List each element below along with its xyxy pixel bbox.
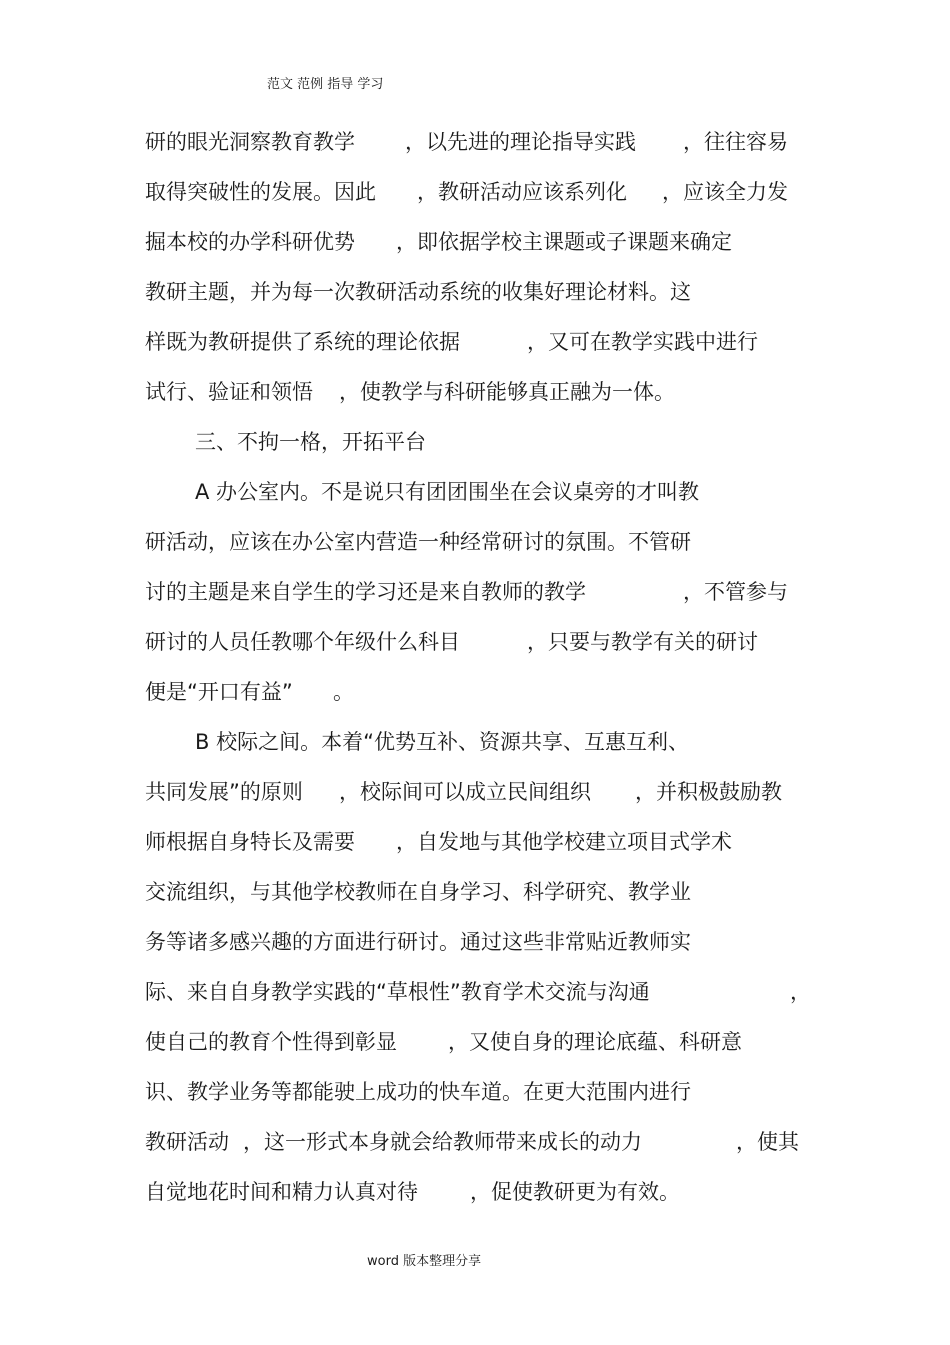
text-segment: 际、来自自身教学实践的“草根性”教育学术交流与沟通 (145, 980, 650, 1004)
text-segment: ，只要与教学有关的研讨 (527, 630, 758, 654)
text-segment: ，使教学与科研能够真正融为一体。 (339, 380, 675, 404)
text-segment: 教研主题，并为每一次教研活动系统的收集好理论材料。这 (145, 280, 691, 304)
text-segment: ，使其 (736, 1130, 799, 1154)
text-segment: 识、教学业务等都能驶上成功的快车道。在更大范围内进行 (145, 1080, 691, 1104)
text-segment: 研讨的人员任教哪个年级什么科目 (145, 630, 460, 654)
text-segment: 取得突破性的发展。因此 (145, 180, 376, 204)
text-segment: 使自己的教育个性得到彰显 (145, 1030, 397, 1054)
text-segment: ，校际间可以成立民间组织 (339, 780, 591, 804)
text-segment: 试行、验证和领悟 (145, 380, 313, 404)
text-segment: ，以先进的理论指导实践 (405, 130, 636, 154)
text-segment: 共同发展”的原则 (145, 780, 303, 804)
text-segment: 便是“开口有益” (145, 680, 293, 704)
text-segment: B 校际之间。本着“优势互补、资源共享、互惠互利、 (195, 730, 689, 754)
page-header: 范文 范例 指导 学习 (267, 77, 384, 92)
text-segment: ，应该全力发 (662, 180, 788, 204)
text-segment: ，又可在教学实践中进行 (527, 330, 758, 354)
text-segment: ，不管参与 (683, 580, 788, 604)
text-segment: 自觉地花时间和精力认真对待 (145, 1180, 418, 1204)
text-segment: 师根据自身特长及需要 (145, 830, 355, 854)
text-segment: ，并积极鼓励教 (635, 780, 782, 804)
text-segment: 务等诸多感兴趣的方面进行研讨。通过这些非常贴近教师实 (145, 930, 691, 954)
text-segment: 三、不拘一格，开拓平台 (195, 430, 426, 454)
text-segment: 。 (333, 680, 354, 704)
text-segment: ， (790, 980, 811, 1004)
text-segment: 研活动，应该在办公室内营造一种经常研讨的氛围。不管研 (145, 530, 691, 554)
text-segment: ，促使教研更为有效。 (470, 1180, 680, 1204)
text-segment: 样既为教研提供了系统的理论依据 (145, 330, 460, 354)
text-segment: A 办公室内。不是说只有团团围坐在会议桌旁的才叫教 (195, 480, 700, 504)
text-segment: 讨的主题是来自学生的学习还是来自教师的教学 (145, 580, 586, 604)
text-segment: ，又使自身的理论底蕴、科研意 (448, 1030, 742, 1054)
text-segment: ，即依据学校主课题或子课题来确定 (396, 230, 732, 254)
text-segment: ，往往容易 (683, 130, 788, 154)
text-segment: ，这一形式本身就会给教师带来成长的动力 (243, 1130, 642, 1154)
text-segment: 研的眼光洞察教育教学 (145, 130, 355, 154)
text-segment: 掘本校的办学科研优势 (145, 230, 355, 254)
text-segment: 交流组织，与其他学校教师在自身学习、科学研究、教学业 (145, 880, 691, 904)
text-segment: ，教研活动应该系列化 (417, 180, 627, 204)
text-segment: 教研活动 (145, 1130, 229, 1154)
page-footer: word 版本整理分享 (367, 1254, 482, 1269)
text-segment: ，自发地与其他学校建立项目式学术 (396, 830, 732, 854)
